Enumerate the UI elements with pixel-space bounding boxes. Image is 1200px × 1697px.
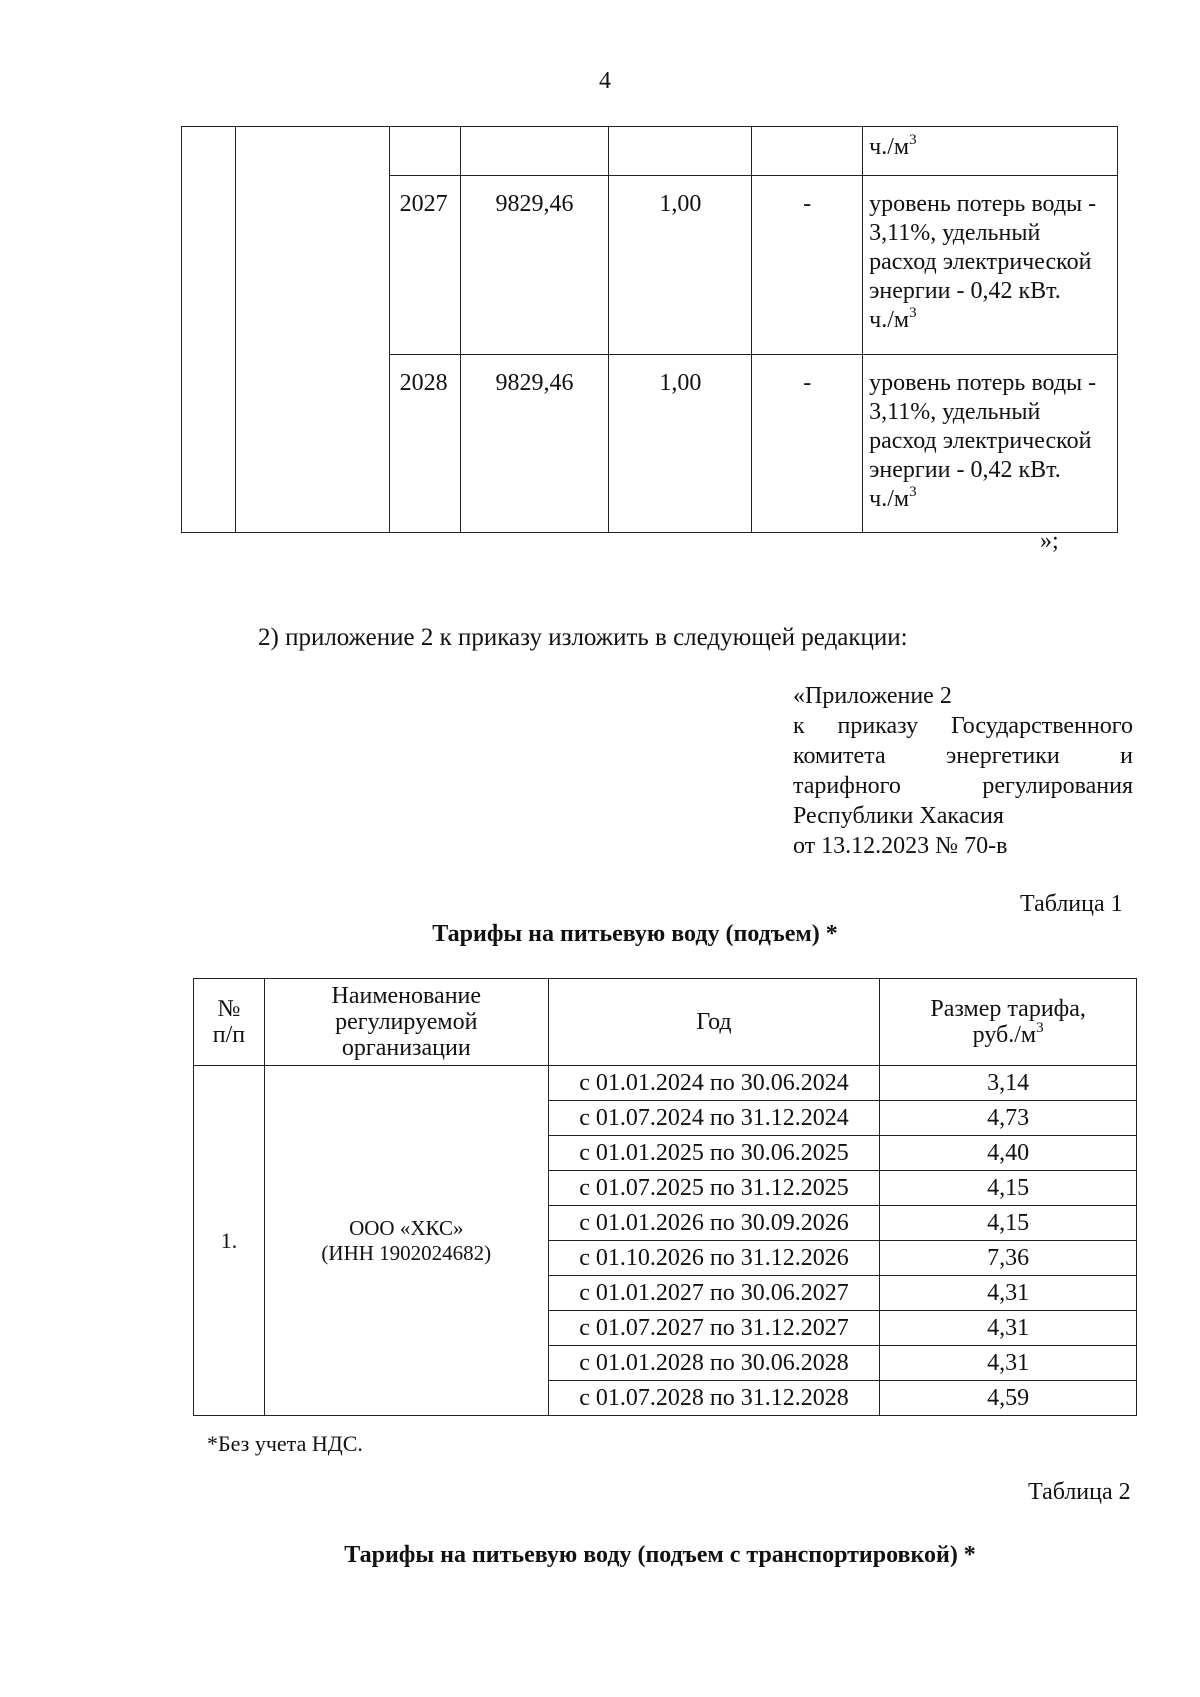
table1-title: Тарифы на питьевую воду (подъем) * (432, 921, 838, 947)
footnote: *Без учета НДС. (207, 1431, 363, 1456)
coefficient-cell: 1,00 (609, 176, 752, 355)
indicator-cell: $ч./м^3$ (863, 127, 1118, 176)
header-row (194, 979, 1137, 1066)
dash-cell: - (752, 355, 863, 533)
header-tariff: Размер тарифа, $руб./м^3$ (880, 979, 1137, 1066)
period-cell: с 01.07.2025 по 31.12.2025 (548, 1171, 880, 1206)
continuation-top-row (182, 127, 1118, 176)
year-cell: 2027 (389, 176, 460, 355)
merged-cell-num (182, 127, 236, 533)
merged-cell-org (235, 127, 389, 533)
appendix-line: к приказу Государственного (793, 713, 1133, 739)
appendix-line: от 13.12.2023 № 70-в (793, 833, 1008, 859)
tariff-table (193, 978, 1137, 1416)
tariff-cell: 4,31 (880, 1311, 1137, 1346)
table2-label: Таблица 2 (1028, 1479, 1131, 1505)
table2-title: Тарифы на питьевую воду (подъем с транспортировкой) * (344, 1542, 976, 1568)
period-cell: с 01.07.2024 по 31.12.2024 (548, 1101, 880, 1136)
period-cell: с 01.01.2027 по 30.06.2027 (548, 1276, 880, 1311)
period-cell: с 01.01.2025 по 30.06.2025 (548, 1136, 880, 1171)
year-cell: 2028 (389, 355, 460, 533)
value-cell: 9829,46 (460, 355, 609, 533)
tariff-cell: 7,36 (880, 1241, 1137, 1276)
amendment-paragraph: 2) приложение 2 к приказу изложить в следующей редакции: (258, 624, 908, 651)
tariff-cell: 4,31 (880, 1346, 1137, 1381)
continuation-table (181, 126, 1118, 533)
coefficient-cell: 1,00 (609, 355, 752, 533)
period-cell: с 01.07.2027 по 31.12.2027 (548, 1311, 880, 1346)
appendix-line: Республики Хакасия (793, 803, 1004, 829)
tariff-cell: 3,14 (880, 1066, 1137, 1101)
header-num: № п/п (194, 979, 265, 1066)
entry-number: 1. (194, 1066, 265, 1416)
appendix-header (793, 681, 1133, 861)
period-cell: с 01.01.2024 по 30.06.2024 (548, 1066, 880, 1101)
indicator-cell: уровень потерь воды - 3,11%, удельный расход электрической энергии - 0,42 кВт. $ч./м^3$ (863, 355, 1118, 533)
tariff-cell: 4,31 (880, 1276, 1137, 1311)
organization-cell: ООО «ХКС» (ИНН 1902024682) (264, 1066, 548, 1416)
period-cell: с 01.01.2028 по 30.06.2028 (548, 1346, 880, 1381)
header-org: Наименование регулируемой организации (264, 979, 548, 1066)
tariff-cell: 4,59 (880, 1381, 1137, 1416)
appendix-line: тарифного регулирования (793, 773, 1133, 799)
tariff-cell: 4,73 (880, 1101, 1137, 1136)
period-cell: с 01.10.2026 по 31.12.2026 (548, 1241, 880, 1276)
tariff-cell: 4,15 (880, 1206, 1137, 1241)
table-row (194, 1066, 1137, 1101)
header-year: Год (548, 979, 880, 1066)
table1-label: Таблица 1 (1020, 891, 1123, 917)
tariff-cell: 4,15 (880, 1171, 1137, 1206)
indicator-cell: уровень потерь воды - 3,11%, удельный расход электрической энергии - 0,42 кВт. $ч./м^3$ (863, 176, 1118, 355)
period-cell: с 01.01.2026 по 30.09.2026 (548, 1206, 880, 1241)
closing-quote: »; (1040, 528, 1059, 554)
appendix-line: комитета энергетики и (793, 743, 1133, 769)
tariff-cell: 4,40 (880, 1136, 1137, 1171)
period-cell: с 01.07.2028 по 31.12.2028 (548, 1381, 880, 1416)
dash-cell: - (752, 176, 863, 355)
value-cell: 9829,46 (460, 176, 609, 355)
page-number: 4 (599, 68, 611, 94)
appendix-line: «Приложение 2 (793, 683, 952, 709)
